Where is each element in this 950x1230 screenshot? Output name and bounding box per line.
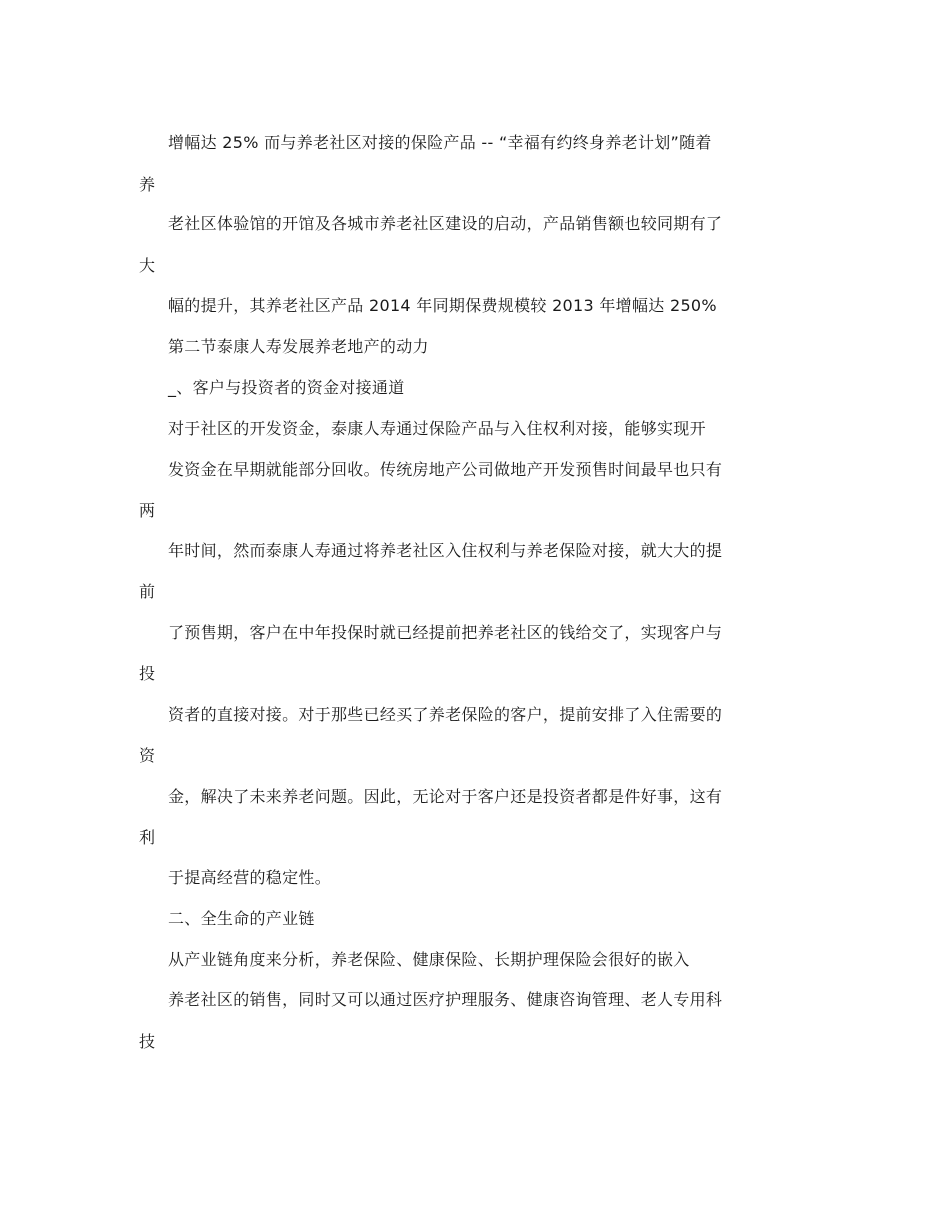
- paragraph-line-wrap: 大: [139, 256, 156, 275]
- paragraph-line: 金，解决了未来养老问题。因此，无论对于客户还是投资者都是件好事，这有: [168, 787, 723, 806]
- paragraph-line: 从产业链角度来分析，养老保险、健康保险、长期护理保险会很好的嵌入: [168, 950, 690, 969]
- paragraph-line: 老社区体验馆的开馆及各城市养老社区建设的启动，产品销售额也较同期有了: [168, 214, 723, 233]
- paragraph-line: 对于社区的开发资金，泰康人寿通过保险产品与入住权利对接，能够实现开: [168, 419, 706, 438]
- section-heading: 第二节泰康人寿发展养老地产的动力: [168, 337, 429, 356]
- paragraph-line: 幅的提升，其养老社区产品 2014 年同期保费规模较 2013 年增幅达 250%: [168, 296, 717, 315]
- paragraph-line: 增幅达 25% 而与养老社区对接的保险产品 -- “幸福有约终身养老计划”随着: [168, 133, 712, 152]
- paragraph-line-wrap: 两: [139, 501, 156, 520]
- paragraph-line: 了预售期，客户在中年投保时就已经提前把养老社区的钱给交了，实现客户与: [168, 623, 723, 642]
- subsection-heading: 二、全生命的产业链: [168, 909, 315, 928]
- paragraph-line: 于提高经营的稳定性。: [168, 868, 332, 887]
- paragraph-line-wrap: 养: [139, 175, 156, 194]
- paragraph-line-wrap: 技: [139, 1032, 156, 1051]
- paragraph-line: 发资金在早期就能部分回收。传统房地产公司做地产开发预售时间最早也只有: [168, 460, 723, 479]
- subsection-heading: _、客户与投资者的资金对接通道: [168, 378, 405, 397]
- paragraph-line: 养老社区的销售，同时又可以通过医疗护理服务、健康咨询管理、老人专用科: [168, 990, 723, 1009]
- paragraph-line-wrap: 资: [139, 746, 156, 765]
- paragraph-line-wrap: 利: [139, 828, 156, 847]
- paragraph-line: 资者的直接对接。对于那些已经买了养老保险的客户，提前安排了入住需要的: [168, 705, 723, 724]
- paragraph-line: 年时间，然而泰康人寿通过将养老社区入住权利与养老保险对接，就大大的提: [168, 541, 723, 560]
- paragraph-line-wrap: 投: [139, 664, 156, 683]
- paragraph-line-wrap: 前: [139, 582, 156, 601]
